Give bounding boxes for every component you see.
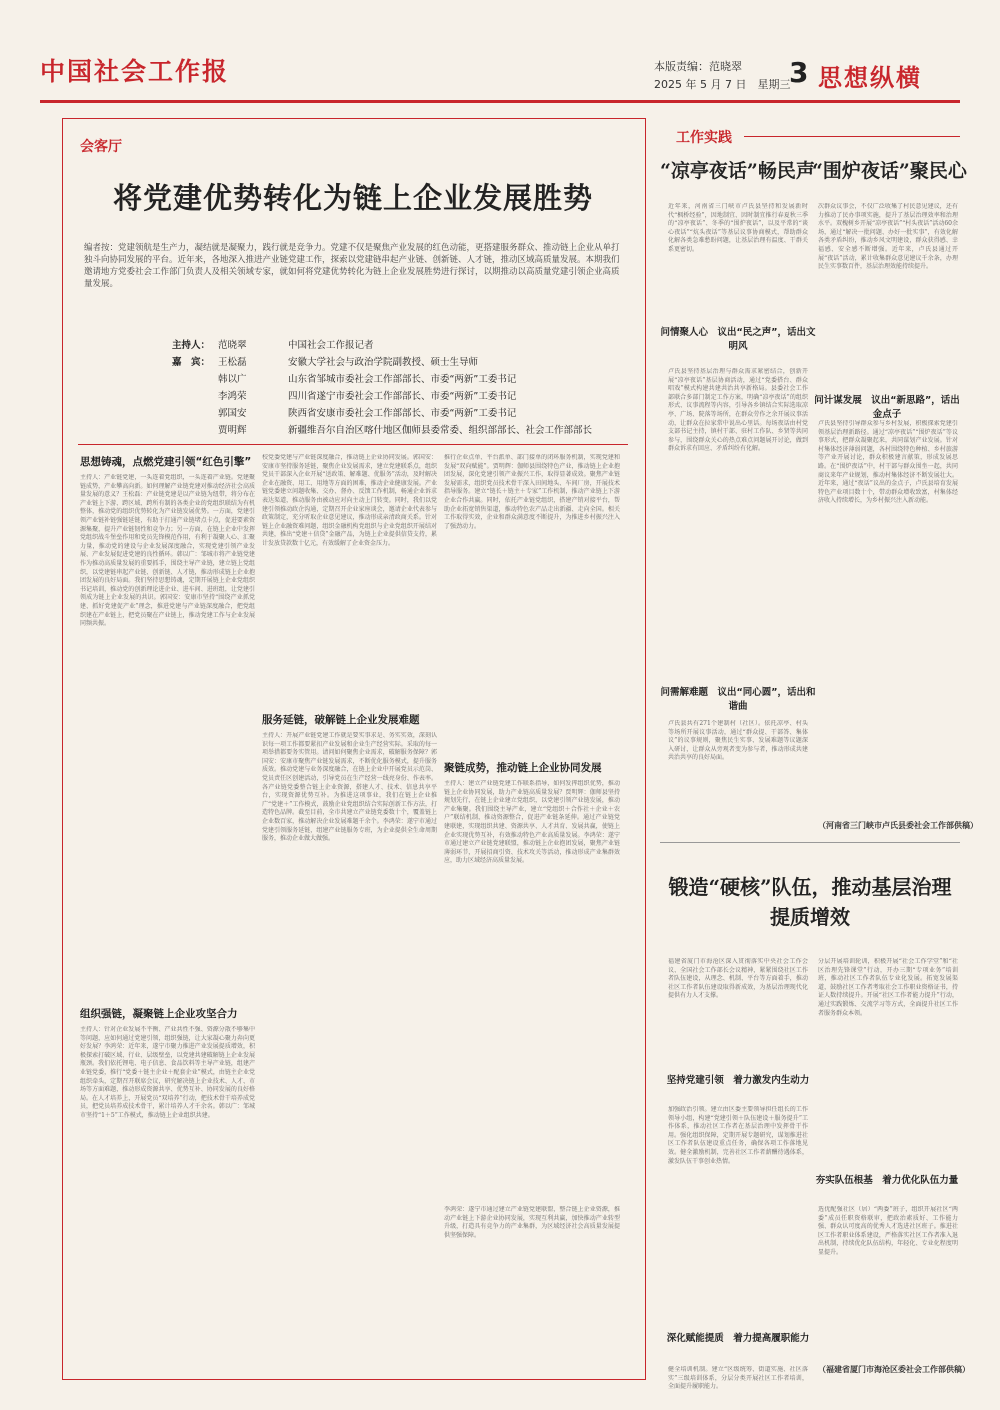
host-role	[150, 371, 218, 388]
page-section-name: 思想纵横	[818, 64, 922, 92]
team-subhead: 坚持党建引领 着力激发内生动力	[666, 1075, 810, 1086]
feature-divider	[78, 444, 628, 445]
team-headline: 锻造“硬核”队伍，推动基层治理提质增效	[668, 875, 952, 929]
team-body-b: 健全培训机制。建立“区级统筹、街道实施、社区落实”三级培训体系，分层分类开展社区工作者培训，全面提升履职能力。	[668, 1366, 808, 1391]
host-title: 陕西省安康市委社会工作部部长、市委“两新”工委书记	[288, 408, 517, 419]
practice-headline-b: “围炉夜话”聚民心	[812, 160, 967, 182]
host-role	[150, 405, 218, 422]
header-rule	[40, 100, 960, 103]
page-date: 2025 年 5 月 7 日 星期三	[654, 78, 791, 91]
host-row	[150, 388, 592, 405]
masthead-title: 中国社会工作报	[40, 57, 230, 86]
host-title: 安徽大学社会与政治学院副教授、硕士生导师	[288, 357, 479, 368]
host-name: 贾明辉	[218, 425, 247, 436]
feature-body-col3c: 李鸿荣：遂宁市通过建立产业链党建联盟，整合链上企业资源，推动产业链上下游企业协同发展，实现互利共赢，加快推动产业转型升级，打造具有竞争力的产业集群，为区域经济社会高质量发展提供坚强保障。	[444, 1206, 620, 1239]
host-row	[150, 405, 592, 422]
practice-tag: 工作实践	[676, 130, 732, 146]
team-subhead: 夯实队伍根基 着力优化队伍力量	[815, 1175, 959, 1186]
practice-subhead: 问情聚人心 议出“民之声”，话出文明风	[660, 327, 816, 352]
practice-body-b: 卢氏县共有271个建制村（社区）。依托凉亭、村头等场所开展议事活动，通过“群众提、干部答、集体议”的议事规则，聚焦民生实事、发展难题等议题深入研讨，让群众从旁观者变为参与者，推动形成共建共治共享的良好局面。	[668, 720, 808, 762]
practice-subhead: 问需解难题 议出“同心圆”，话出和谐曲	[660, 687, 816, 712]
practice-body-a: 卢氏县坚持基层治理与群众需求紧密结合，创新开展“凉亭夜话”基层协商活动，通过“党委搭台、群众唱戏”模式构建共建共治共享新格局。县委社会工作部联合多部门制定工作方案，明确“凉亭夜话”的组织形式、议事流程等内容，引导各乡镇结合实际选取凉亭、广场、院落等场所，在群众劳作之余开展议事活动，让群众在拉家常中说出心里话。每场夜话由村党支部书记主持，镇村干部、驻村工作队、乡贤等共同参与，围绕群众关心的热点难点问题展开讨论，做到群众诉求有回应、矛盾纠纷有化解。	[668, 368, 808, 453]
page-number: 3	[789, 56, 809, 89]
host-name: 王松磊	[218, 357, 247, 368]
host-name: 郭国安	[218, 408, 247, 419]
feature-body-col3b: 主持人：建立产业链党建工作联系指导，如何发挥组织优势，推动链上企业协同发展，助力产业链高质量发展？贾明辉：伽师县坚持规划先行，在链上企业建立党组织，以党建引领产业链发展，推动产业集聚。我们围绕主导产业，建立“党组织＋合作社＋企业＋农户”联结机制，推动资源整合，促进产业链条延伸。通过产业链党建联建，实现组织共建、资源共享、人才共育、发展共赢，使链上企业实现优势互补，有效推动特色产业高质量发展。李鸿荣：遂宁市通过建立产业链党建联盟，推动链上企业抱团发展，聚焦产业链薄弱环节，开展招商引资、技术攻关等活动，推动形成产业集群效应，助力区域经济高质量发展。	[444, 780, 620, 865]
practice-lead: 近年来，河南省三门峡市卢氏县坚持和发展新时代“枫桥经验”，因地制宜、因时制宜推行春夏秋三季的“凉亭夜话”、冬季的“围炉夜话”，以及平常的“谈心夜话”“炕头夜话”等基层议事协商模式，帮助群众化解各类急难愁盼问题，让基层治理有温度、干群关系更密切。	[668, 203, 808, 253]
feature-body-col2b: 主持人：开展产业链党建工作就是要实事求是、务实实效，深刻认识每一项工作都要紧扣产业发展和企业生产经营实际。采取的每一项举措都要务实管用。请问如何聚焦企业需求，破解服务保障？郭国安：安康市聚焦产业链发展需求，不断优化服务模式，提升服务质效。推动党建与业务深度融合，在链上企业中开展党员示范岗、党员责任区创建活动，引导党员在生产经营一线亮身份、作表率。各产业链党委整合链上企业资源，搭建人才、技术、信息共享平台，实现资源优势互补。为推进这项事业，我们在链上企业推广“党建＋”工作模式，鼓励企业党组织结合实际创新工作方法，打造特色品牌。截至目前，全市共建立产业链党委数十个，覆盖链上企业数百家，推动解决企业发展难题千余个。李鸿荣：遂宁市通过党建引领服务延链，组建产业链服务专班，为企业提供全生命周期服务，推动企业做大做强。	[262, 732, 437, 843]
feature-body-col1: 主持人：产业链党建，一头连着党组织，一头连着产业链。党建聚链成势，产业攀高向新。如何理解产业链党建对推动经济社会高质量发展的意义？王松磊：产业链党建是以产业链为纽带，将分布在产业链上下游、跨区域、跨所有制的各类企业的党组织联结为有机整体，推动党的组织优势转化为产业链发展优势。一方面，党建引领产业链补链强链延链，有助于打通产业链堵点卡点，促进要素资源集聚，提升产业链韧性和竞争力；另一方面，在链上企业中发挥党组织战斗堡垒作用和党员先锋模范作用，有利于凝聚人心、汇聚力量，推动党的建设与企业发展深度融合，实现党建引领产业发展、产业发展促进党建的良性循环。韩以广：邹城市将产业链党建作为推动高质量发展的重要抓手，围绕主导产业链，建立链上党组织，以党建链串起产业链、创新链、人才链，推动形成链上企业抱团发展的良好局面。我们坚持思想铸魂，定期开展链上企业党组织书记培训，推动党的创新理论进企业、进车间、进班组，让党建引领成为链上企业发展的共识。郭国安：安康市坚持“围绕产业抓党建、抓好党建促产业”理念，推进党建与产业链深度融合，把党组织建在产业链上，把党员聚在产业链上，推动党建工作与企业发展同频共振。	[80, 474, 255, 628]
feature-headline: 将党建优势转化为链上企业发展胜势	[112, 181, 593, 215]
page-editor: 本版责编：范晓翠	[654, 60, 742, 73]
practice-body-c: 次群众议事会，不仅广泛收集了村民意见建议，还有力推动了民办事项实施，提升了基层治理效率和治理水平。双槐树乡开展“凉亭夜话”“村头夜话”活动60余场，通过“解决一批问题、办好一批实事”，有效化解各类矛盾纠纷，推动乡风文明建设，群众获得感、幸福感、安全感不断增强。近年来，卢氏县通过开展“夜话”活动，累计收集群众意见建议千余条，办理民生实事数百件，基层治理效能持续提升。	[818, 203, 958, 271]
host-row	[150, 337, 592, 354]
practice-subhead: 问计谋发展 议出“新思路”，话出金点子	[814, 395, 960, 420]
feature-subhead: 服务延链，破解链上企业发展难题	[262, 714, 420, 726]
host-name: 范晓翠	[218, 340, 247, 351]
host-title: 中国社会工作报记者	[288, 340, 374, 351]
host-title: 新疆维吾尔自治区喀什地区伽师县委常委、组织部部长、社会工作部部长	[288, 425, 593, 436]
feature-subhead: 聚链成势，推动链上企业协同发展	[444, 762, 602, 774]
section-divider	[660, 842, 960, 843]
team-credit: （福建省厦门市海沧区委社会工作部供稿）	[818, 1365, 970, 1374]
host-role: 主持人：	[171, 340, 210, 351]
practice-tag-rule	[744, 136, 960, 137]
team-subhead: 深化赋能提质 着力提高履职能力	[666, 1333, 810, 1344]
team-body-d: 选优配强社区（居）“两委”班子，组织开展社区“两委”成员任职资格联审，把政治素质好、工作能力强、群众认可度高的优秀人才选进社区班子。推进社区工作者职业体系建设，严格落实社区工作者准入退出机制，持续优化队伍结构，年轻化、专业化程度明显提升。	[818, 1206, 958, 1256]
team-body-c: 分层开展培训轮训，积极开展“社会工作学堂”和“社区治理先锋课堂”行动，开办三期“专项业务”培训班，推动社区工作者队伍专业化发展。拓宽发展渠道，鼓励社区工作者考取社会工作职业资格证书，持证人数持续提升。开展“社区工作者能力提升”行动，通过实践锻炼、交流学习等方式，全面提升社区工作者服务群众本领。	[818, 958, 958, 1017]
team-body-a: 加强政治引领。建立由区委主要领导担任组长的工作领导小组，构建“党建引领＋队伍建设＋服务提升”工作体系，推动社区工作者在基层治理中发挥骨干作用。强化组织保障，定期开展专题研究，谋划推进社区工作者队伍建设重点任务，确保各项工作落地见效。健全激励机制，完善社区工作者薪酬待遇体系，激发队伍干事创业热情。	[668, 1106, 808, 1165]
host-name: 李鸿荣	[218, 391, 247, 402]
feature-intro: 编者按：党建领航是生产力，凝结就是凝聚力，践行就是竞争力。党建不仅是聚焦产业发展的红色动能，更搭建服务群众、推动链上企业从单打独斗向协同发展的平台。近年来，各地深入推进产业链党建工作，探索以党建链串起产业链、创新链、人才链，推动区域高质量发展。本期我们邀请地方党委社会工作部门负责人及相关领域专家，就如何将党建优势转化为链上企业发展胜势进行探讨，以期推动以高质量党建引领企业高质量发展。	[84, 243, 620, 289]
host-row	[150, 371, 592, 388]
host-name: 韩以广	[218, 374, 247, 385]
feature-subhead: 思想铸魂，点燃党建引领“红色引擎”	[80, 456, 252, 468]
feature-body-col3: 推行企业点单、平台派单、部门接单的闭环服务机制，实现党建和发展“双向赋能”。贾明辉：伽师县围绕特色产业，推动链上企业抱团发展，深化党建引领产业振兴工作，取得显著成效。聚焦产业链发展需求，组织党员技术骨干深入田间地头、车间厂房，开展技术指导服务。建立“链长＋链主＋专家”工作机制，推动产业链上下游企业合作共赢。同时，依托产业链党组织，搭建产销对接平台，帮助企业拓宽销售渠道，推动特色农产品走出新疆、走向全国。相关工作取得实效，企业和群众满意度不断提升，为推进乡村振兴注入了强劲动力。	[444, 454, 620, 530]
feature-body-col1b: 主持人：针对企业发展不平衡、产业共性不强、资源分散不够集中等问题，应如何通过党建引领，组织强链，让大家凝心聚力奔向更好发展？李鸿荣：近年来，遂宁市聚力推进产业发展提质增效，积极探索打破区域、行业、层级壁垒，以党建共建破解链上企业发展瓶颈。我们依托锂电、电子信息、食品饮料等主导产业链，组建产业链党委，推行“党委＋链主企业＋配套企业”模式，由链主企业党组织牵头，定期召开联席会议，研究解决链上企业技术、人才、市场等方面难题，推动形成资源共享、优势互补、协同发展的良好格局。在人才培养上，开展党员“双培养”行动，把技术骨干培养成党员，把党员培养成技术骨干，累计培养人才千余名。韩以广：邹城市坚持“1＋5”工作模式，推动链上企业组织共建。	[80, 1026, 255, 1119]
practice-body-d: 卢氏县坚持引导群众参与乡村发展，积极探索党建引领基层治理新路径。通过“凉亭夜话”“围炉夜话”等议事形式，把群众凝聚起来，共同谋划产业发展。针对村集体经济薄弱问题，各村围绕特色种植、乡村旅游等产业开展讨论，群众积极建言献策，形成发展思路。在“围炉夜话”中，村干部与群众围坐一起，共同商议来年产业规划，推动村集体经济不断发展壮大。近年来，通过“夜话”议出的金点子，卢氏县培育发展特色产业项目数十个，带动群众增收致富，村集体经济收入持续增长，为乡村振兴注入新动能。	[818, 420, 958, 505]
host-role: 嘉 宾：	[171, 357, 210, 368]
host-row	[150, 422, 592, 439]
feature-subhead: 组织强链，凝聚链上企业攻坚合力	[80, 1008, 238, 1020]
host-title: 山东省邹城市委社会工作部部长、市委“两新”工委书记	[288, 374, 517, 385]
host-title: 四川省遂宁市委社会工作部部长、市委“两新”工委书记	[288, 391, 517, 402]
host-list	[150, 337, 592, 439]
host-role	[150, 388, 218, 405]
team-lead: 福建省厦门市海沧区深入贯彻落实中央社会工作会议、全国社会工作部长会议精神，紧紧围绕社区工作者队伍建设，从理念、机制、平台等方面着手，推动社区工作者队伍建设取得新成效，为基层治理现代化提供有力人才支撑。	[668, 958, 808, 1000]
host-row	[150, 354, 592, 371]
practice-headline-a: “凉亭夜话”畅民声	[660, 160, 815, 182]
feature-body-col2: 校党委党建与产业链深度融合，推动链上企业协同发展。郭国安：安康市坚持服务延链，聚焦企业发展需求，建立党建联系点，组织党员干部深入企业开展“送政策、解难题、优服务”活动，及时解决企业在融资、用工、用地等方面的困难，推动企业健康发展。产业链党委建立问题收集、交办、督办、反馈工作机制，畅通企业诉求表达渠道，推动服务由被动应对向主动上门转变。同时，我们以党建引领推动政企沟通，定期召开企业家座谈会，邀请企业代表参与政策制定，充分听取企业意见建议，推动形成亲清政商关系。针对链上企业融资难问题，组织金融机构党组织与企业党组织开展结对共建，推出“党建＋信贷”金融产品，为链上企业提供信贷支持，累计发放贷款数十亿元，有效缓解了企业资金压力。	[262, 454, 437, 547]
host-role	[150, 422, 218, 439]
practice-credit: （河南省三门峡市卢氏县委社会工作部供稿）	[818, 821, 978, 830]
feature-tag: 会客厅	[80, 139, 122, 155]
